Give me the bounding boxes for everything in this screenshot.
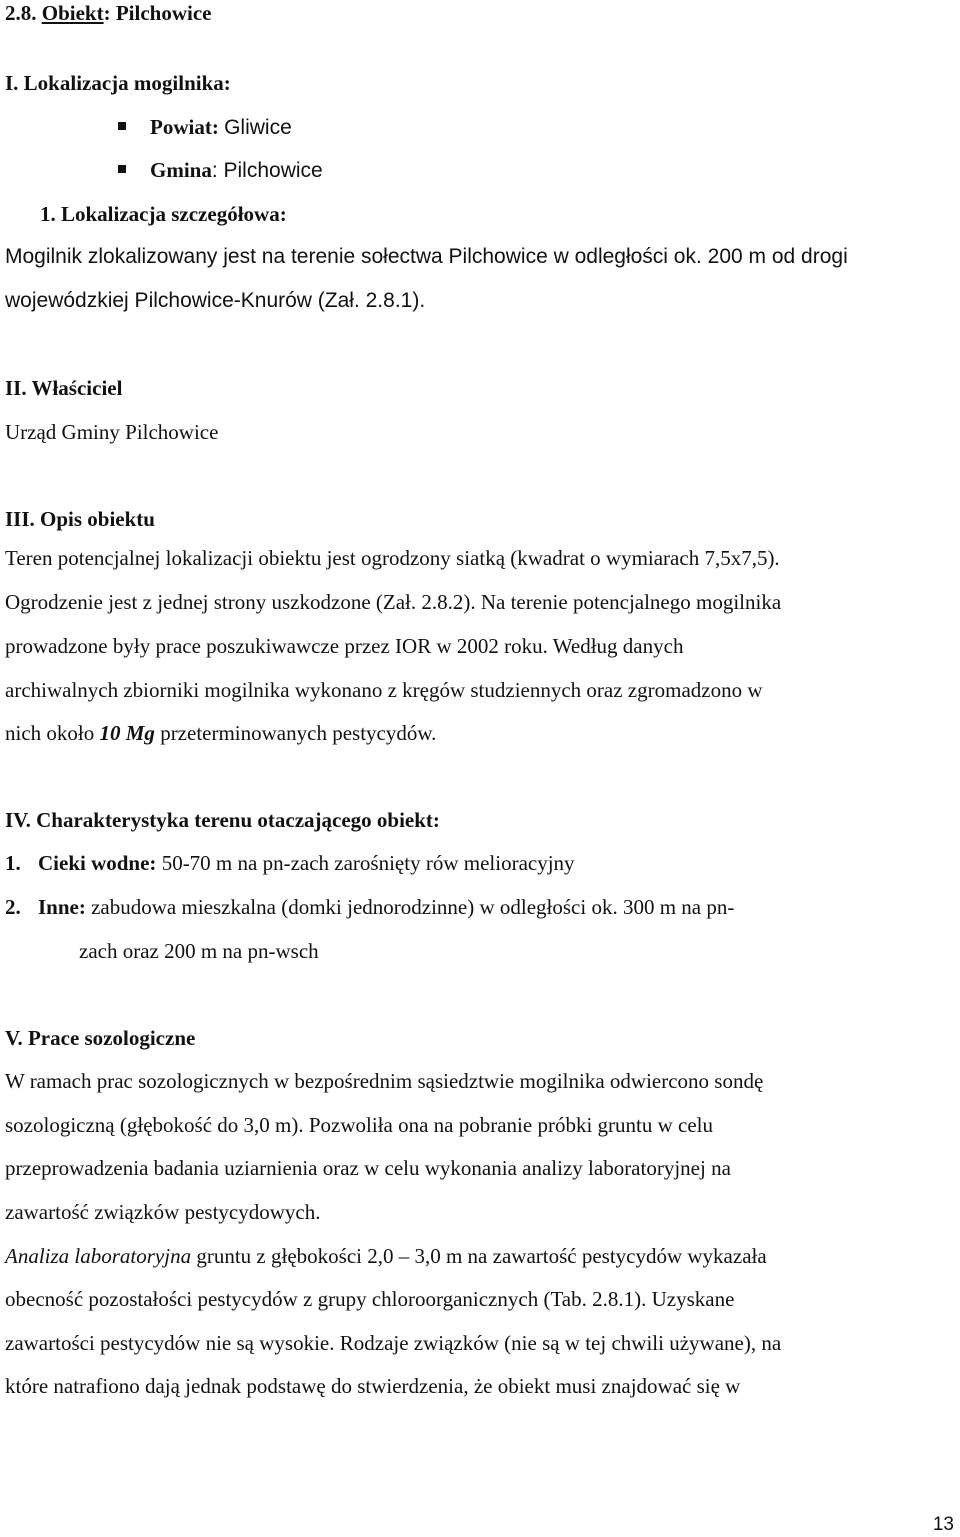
gmina-value: : Pilchowice (211, 159, 323, 182)
prace-p2-line-2-text: obecność pozostałości pestycydów z grupy chloroorganicznych (Tab. 2.8.1). Uzyskane (5, 1287, 735, 1311)
heading-lokalizacja-szczegolowa: 1. Lokalizacja szczegółowa: (40, 202, 287, 226)
heading-lokalizacja: I. Lokalizacja mogilnika: (5, 71, 231, 95)
section-title (5, 0, 211, 26)
opis-line-3 (5, 633, 956, 659)
heading-prace-number: V. (5, 1026, 23, 1050)
prace-p1-line-2-text: sozologiczną (głębokość do 3,0 m). Pozwoliła ona na pobranie próbki gruntu w celu (5, 1113, 713, 1137)
heading-prace-text: Prace sozologiczne (27, 1026, 196, 1050)
opis-line-4 (5, 677, 956, 703)
powiat-value: Gliwice (224, 116, 292, 139)
opis-line-2: Ogrodzenie jest z jednej strony uszkodzone (Zał. 2.8.2). Na terenie potencjalnego mogilnika (5, 590, 782, 614)
teren-item-2 (5, 894, 734, 920)
teren-item-1-label: Cieki wodne: (38, 851, 157, 875)
prace-p2-line-1 (5, 1243, 956, 1269)
teren-item-1-number: 1. (5, 851, 21, 875)
opis-line-5-pre: nich około (5, 721, 100, 745)
section-number: 2.8. (5, 1, 37, 25)
prace-p2-line-4 (5, 1373, 956, 1399)
heading-opis-obiektu: III. Opis obiektu (5, 507, 155, 531)
heading-wlasciciel: II. Właściciel (5, 376, 123, 400)
page-number: 13 (932, 1514, 954, 1535)
prace-p2-line-1-rest: gruntu z głębokości 2,0 – 3,0 m na zawartość pestycydów wykazała (191, 1244, 767, 1268)
teren-item-1-value: 50-70 m na pn-zach zarośnięty rów melioracyjny (156, 851, 575, 875)
opis-line-1: Teren potencjalnej lokalizacji obiektu jest ogrodzony siatką (kwadrat o wymiarach 7,5x7,5). (5, 546, 780, 570)
prace-p1-line-2 (5, 1112, 956, 1138)
lokalizacja-line-1: Mogilnik zlokalizowany jest na terenie sołectwa Pilchowice w odległości ok. 200 m od drogi (5, 245, 848, 268)
opis-line-5 (5, 720, 436, 746)
section-colon: : (103, 1, 111, 25)
heading-charakterystyka: IV. Charakterystyka terenu otaczającego obiekt: (5, 808, 440, 832)
powiat-label: Powiat: (150, 115, 219, 139)
prace-p1-line-3 (5, 1155, 956, 1181)
teren-item-2-label: Inne: (38, 895, 86, 919)
prace-p1-line-3-text: przeprowadzenia badania uziarnienia oraz w celu wykonania analizy laboratoryjnej na (5, 1156, 731, 1180)
opis-line-5-post: przeterminowanych pestycydów. (154, 721, 437, 745)
prace-p2-line-3 (5, 1330, 956, 1356)
prace-p2-emphasis: Analiza laboratoryjna (5, 1244, 192, 1268)
lokalizacja-line-2: wojewódzkiej Pilchowice-Knurów (Zał. 2.8.1). (5, 289, 426, 312)
square-bullet-icon (118, 165, 126, 173)
opis-line-4-text: archiwalnych zbiorniki mogilnika wykonano z kręgów studziennych oraz zgromadzono w (5, 678, 763, 702)
prace-p2-line-4-text: które natrafiono dają jednak podstawę do stwierdzenia, że obiekt musi znajdować się w (5, 1374, 741, 1398)
teren-item-2-value: zabudowa mieszkalna (domki jednorodzinne) w odległości ok. 300 m na pn- (85, 895, 735, 919)
heading-prace-sozologiczne (5, 1025, 195, 1051)
teren-item-1 (5, 850, 575, 876)
section-name: Pilchowice (115, 1, 212, 25)
teren-item-2-continuation: zach oraz 200 m na pn-wsch (79, 939, 319, 963)
opis-line-3-text: prowadzone były prace poszukiwawcze przez IOR w 2002 roku. Według danych (5, 634, 684, 658)
prace-p1-line-4: zawartość związków pestycydowych. (5, 1200, 321, 1224)
prace-p2-line-3-text: zawartości pestycydów nie są wysokie. Rodzaje związków (nie są w tej chwili używane), na (5, 1331, 782, 1355)
opis-line-5-emphasis: 10 Mg (99, 721, 155, 745)
prace-p2-line-2 (5, 1286, 956, 1312)
square-bullet-icon (118, 122, 126, 130)
powiat-row (118, 114, 292, 141)
gmina-label: Gmina (150, 158, 212, 182)
wlasciciel-value: Urząd Gminy Pilchowice (5, 420, 219, 444)
prace-p1-line-1 (5, 1068, 956, 1094)
prace-p1-line-1-text: W ramach prac sozologicznych w bezpośrednim sąsiedztwie mogilnika odwiercono sondę (5, 1069, 764, 1093)
section-obiekt-label: Obiekt (41, 1, 104, 25)
teren-item-2-number: 2. (5, 895, 21, 919)
gmina-row (118, 157, 323, 184)
